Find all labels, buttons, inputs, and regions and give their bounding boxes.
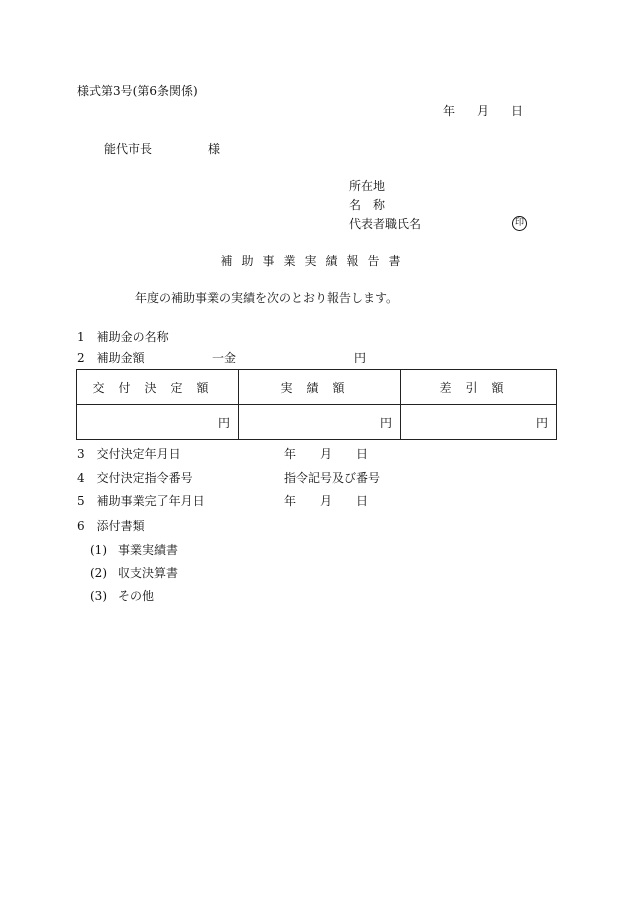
name-label: 名 称 (349, 198, 386, 212)
representative-label: 代表者職氏名 (349, 217, 422, 231)
actual-amount-cell: 円 (239, 405, 401, 440)
seal-mark: 印 (512, 216, 527, 231)
item-label: 補助事業完了年月日 (96, 494, 205, 508)
item-label: 補助金額 (96, 351, 145, 365)
difference-cell: 円 (401, 405, 557, 440)
addressee-name: 能代市長 (104, 142, 153, 156)
attachment-item (90, 588, 154, 604)
item-number: 5 (77, 494, 85, 508)
applicant-block (349, 178, 421, 235)
attachment-label: 事業実績書 (118, 543, 179, 557)
attachment-label: 収支決算書 (118, 566, 179, 580)
item-number: 4 (77, 471, 85, 485)
year-label: 年 (284, 447, 297, 461)
addressee (104, 141, 220, 157)
amount-unit: 円 (354, 351, 367, 365)
item-number: 3 (77, 447, 85, 461)
item-number: 1 (77, 330, 85, 344)
item-label: 添付書類 (96, 519, 145, 533)
attachment-number: (2) (90, 566, 107, 580)
item-subsidy-amount (77, 350, 497, 366)
header-decided-amount: 交付決定額 (77, 370, 239, 405)
date-day: 日 (511, 104, 524, 118)
header-difference: 差引額 (401, 370, 557, 405)
day-label: 日 (356, 447, 369, 461)
item-decision-number (77, 470, 497, 486)
report-statement: 年度の補助事業の実績を次のとおり報告します。 (135, 291, 399, 305)
attachment-item (90, 542, 178, 558)
month-label: 月 (320, 447, 333, 461)
form-number: 様式第3号(第6条関係) (77, 84, 198, 98)
item-attachments (77, 518, 145, 534)
item-label: 交付決定年月日 (96, 447, 181, 461)
amount-table (76, 369, 557, 440)
item-subsidy-name (77, 329, 169, 345)
attachment-number: (1) (90, 543, 107, 557)
amount-prefix: 一金 (212, 351, 237, 365)
date-line (443, 103, 523, 119)
attachment-item (90, 565, 178, 581)
attachment-number: (3) (90, 589, 107, 603)
decision-date-fields (284, 446, 368, 462)
day-label: 日 (356, 494, 369, 508)
month-label: 月 (320, 494, 333, 508)
addressee-honorific: 様 (208, 142, 221, 156)
attachment-label: その他 (118, 589, 155, 603)
item-label: 交付決定指令番号 (96, 471, 193, 485)
document-title: 補助事業実績報告書 (220, 254, 410, 268)
header-actual-amount: 実績額 (239, 370, 401, 405)
date-month: 月 (477, 104, 490, 118)
table-row (77, 405, 557, 440)
item-label: 補助金の名称 (96, 330, 169, 344)
item-number: 2 (77, 351, 85, 365)
item-decision-date (77, 446, 497, 462)
date-year: 年 (443, 104, 456, 118)
year-label: 年 (284, 494, 297, 508)
table-header-row (77, 370, 557, 405)
item-completion-date (77, 493, 497, 509)
decided-amount-cell: 円 (77, 405, 239, 440)
directive-code-label: 指令記号及び番号 (284, 471, 381, 485)
item-number: 6 (77, 519, 85, 533)
completion-date-fields (284, 493, 368, 509)
address-label: 所在地 (349, 179, 386, 193)
